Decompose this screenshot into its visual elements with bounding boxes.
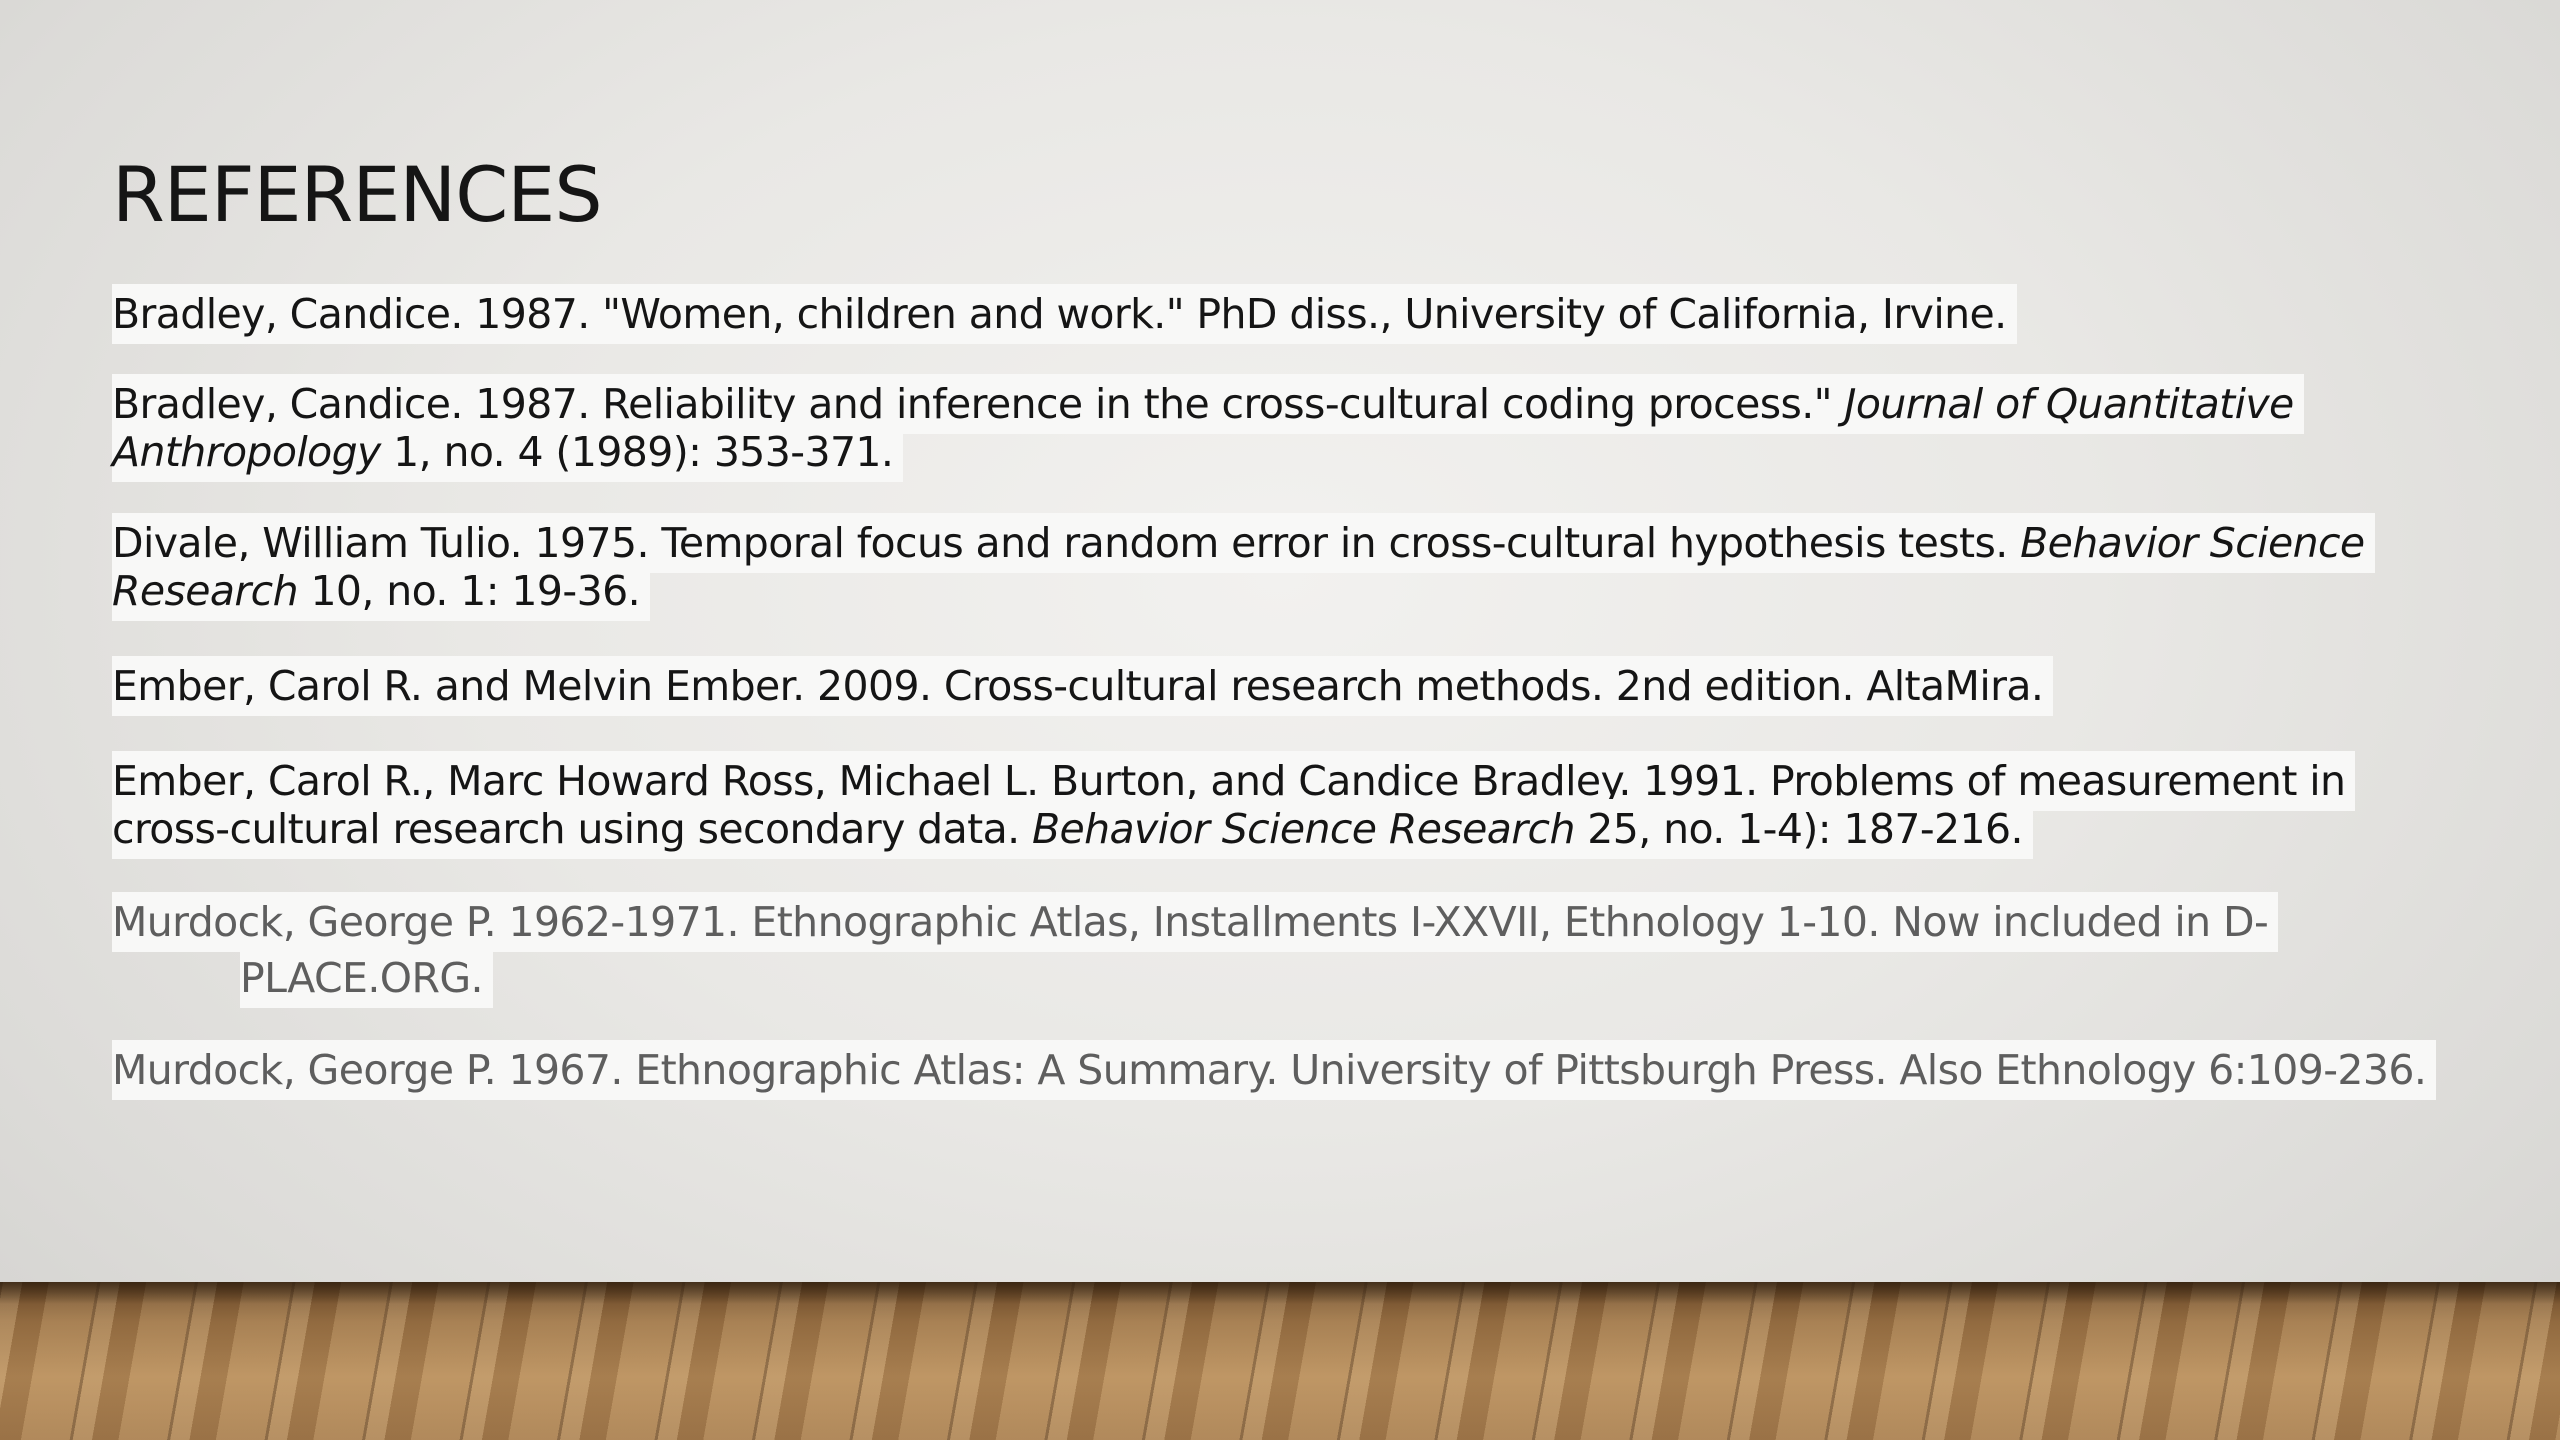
reference-item bbox=[112, 1042, 2510, 1098]
reference-main-text: Murdock, George P. 1967. Ethnographic Atlas: A Summary. University of Pittsburgh Press. Also Ethnology 6:109-236. bbox=[112, 1046, 2427, 1094]
reference-journal-title: Behavior Science Research bbox=[112, 519, 2365, 615]
reference-citation-details: 1, no. 4 (1989): 353-371. bbox=[380, 428, 894, 476]
floor-shadow bbox=[0, 1282, 2560, 1304]
reference-main-text: Ember, Carol R. and Melvin Ember. 2009. Cross-cultural research methods. 2nd edition. AltaMira. bbox=[112, 662, 2044, 710]
reference-item bbox=[112, 894, 2460, 1006]
slide-title: REFERENCES bbox=[112, 150, 602, 239]
reference-main-text: Ember, Carol R., Marc Howard Ross, Michael L. Burton, and Candice Bradley. 1991. Problems of measurement in cross-cultural research using secondary data. bbox=[112, 757, 2346, 853]
reference-journal-title: Journal of Quantitative Anthropology bbox=[112, 380, 2294, 476]
reference-text bbox=[112, 374, 2304, 482]
reference-journal-title: Behavior Science Research bbox=[1032, 805, 1575, 853]
reference-item bbox=[112, 757, 2412, 853]
reference-main-text: Murdock, George P. 1962-1971. Ethnographic Atlas, Installments I-XXVII, Ethnology 1-10. Now included in D-PLACE.ORG. bbox=[112, 898, 2269, 1002]
reference-item bbox=[112, 380, 2342, 476]
reference-main-text: Bradley, Candice. 1987. "Women, children and work." PhD diss., University of California, Irvine. bbox=[112, 290, 2007, 338]
reference-text bbox=[112, 751, 2355, 859]
reference-text bbox=[112, 513, 2375, 621]
reference-item bbox=[112, 519, 2442, 615]
reference-text bbox=[112, 656, 2053, 716]
reference-text bbox=[112, 1040, 2436, 1100]
reference-text bbox=[112, 284, 2017, 344]
reference-citation-details: 10, no. 1: 19-36. bbox=[298, 567, 640, 615]
reference-item bbox=[112, 290, 2017, 338]
reference-main-text: Bradley, Candice. 1987. Reliability and inference in the cross-cultural coding process." bbox=[112, 380, 1845, 428]
reference-citation-details: 25, no. 1-4): 187-216. bbox=[1574, 805, 2023, 853]
reference-main-text: Divale, William Tulio. 1975. Temporal focus and random error in cross-cultural hypothesis tests. bbox=[112, 519, 2021, 567]
wood-floor bbox=[0, 1282, 2560, 1440]
reference-item bbox=[112, 662, 2053, 710]
reference-text bbox=[112, 892, 2278, 1008]
